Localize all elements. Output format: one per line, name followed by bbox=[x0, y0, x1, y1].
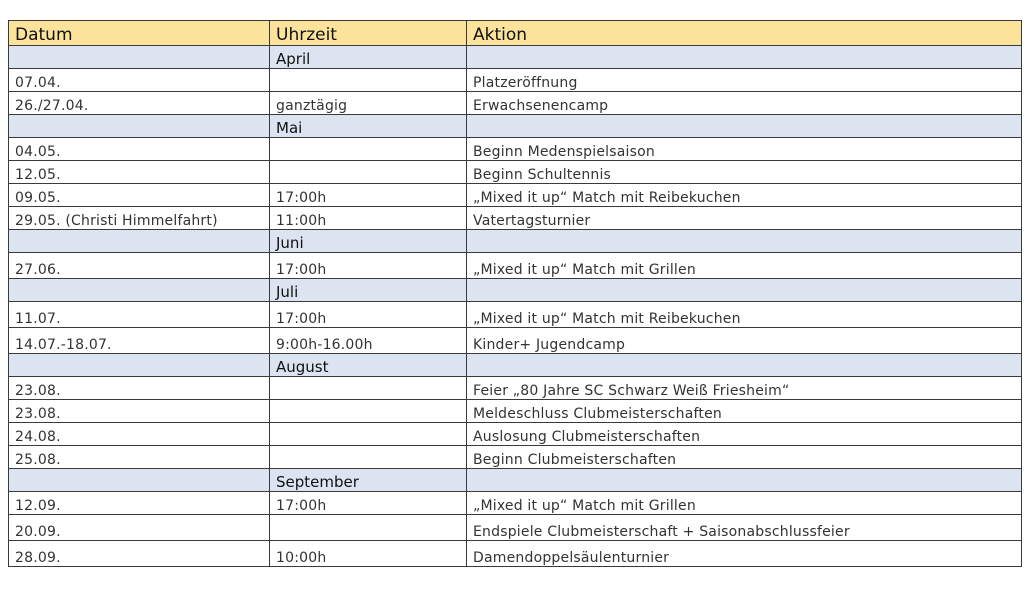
schedule-table bbox=[8, 20, 1022, 567]
uhrzeit-cell: 11:00h bbox=[270, 207, 467, 230]
datum-cell: 29.05. (Christi Himmelfahrt) bbox=[9, 207, 270, 230]
uhrzeit-cell bbox=[270, 446, 467, 469]
aktion-cell: Vatertagsturnier bbox=[467, 207, 1022, 230]
table-row bbox=[9, 69, 1022, 92]
uhrzeit-cell: ganztägig bbox=[270, 92, 467, 115]
aktion-cell: „Mixed it up“ Match mit Grillen bbox=[467, 253, 1022, 279]
aktion-cell: „Mixed it up“ Match mit Reibekuchen bbox=[467, 302, 1022, 328]
month-empty-cell bbox=[9, 46, 270, 69]
aktion-cell: Damendoppelsäulenturnier bbox=[467, 541, 1022, 567]
month-row-august bbox=[9, 354, 1022, 377]
datum-cell: 28.09. bbox=[9, 541, 270, 567]
aktion-cell: Kinder+ Jugendcamp bbox=[467, 328, 1022, 354]
datum-cell: 20.09. bbox=[9, 515, 270, 541]
table-row bbox=[9, 400, 1022, 423]
table-row bbox=[9, 446, 1022, 469]
table-row bbox=[9, 328, 1022, 354]
month-row-april bbox=[9, 46, 1022, 69]
datum-cell: 09.05. bbox=[9, 184, 270, 207]
aktion-cell: Auslosung Clubmeisterschaften bbox=[467, 423, 1022, 446]
table-row bbox=[9, 492, 1022, 515]
uhrzeit-cell bbox=[270, 400, 467, 423]
month-label: September bbox=[270, 469, 467, 492]
uhrzeit-cell bbox=[270, 515, 467, 541]
aktion-cell: Meldeschluss Clubmeisterschaften bbox=[467, 400, 1022, 423]
table-row bbox=[9, 207, 1022, 230]
table-row bbox=[9, 161, 1022, 184]
month-empty-cell bbox=[467, 230, 1022, 253]
month-label: Juli bbox=[270, 279, 467, 302]
datum-cell: 14.07.-18.07. bbox=[9, 328, 270, 354]
month-empty-cell bbox=[467, 279, 1022, 302]
table-row bbox=[9, 541, 1022, 567]
datum-cell: 04.05. bbox=[9, 138, 270, 161]
header-row bbox=[9, 21, 1022, 46]
month-empty-cell bbox=[467, 115, 1022, 138]
table-row bbox=[9, 377, 1022, 400]
datum-cell: 23.08. bbox=[9, 377, 270, 400]
table-row bbox=[9, 423, 1022, 446]
uhrzeit-cell bbox=[270, 423, 467, 446]
datum-cell: 12.05. bbox=[9, 161, 270, 184]
uhrzeit-cell: 17:00h bbox=[270, 492, 467, 515]
table-row bbox=[9, 184, 1022, 207]
aktion-cell: Beginn Schultennis bbox=[467, 161, 1022, 184]
datum-cell: 12.09. bbox=[9, 492, 270, 515]
month-empty-cell bbox=[9, 230, 270, 253]
aktion-cell: Platzeröffnung bbox=[467, 69, 1022, 92]
table-row bbox=[9, 302, 1022, 328]
header-uhrzeit: Uhrzeit bbox=[270, 21, 467, 46]
uhrzeit-cell: 10:00h bbox=[270, 541, 467, 567]
month-empty-cell bbox=[467, 469, 1022, 492]
datum-cell: 24.08. bbox=[9, 423, 270, 446]
month-empty-cell bbox=[467, 46, 1022, 69]
month-row-mai bbox=[9, 115, 1022, 138]
uhrzeit-cell: 17:00h bbox=[270, 302, 467, 328]
aktion-cell: „Mixed it up“ Match mit Reibekuchen bbox=[467, 184, 1022, 207]
month-empty-cell bbox=[9, 115, 270, 138]
month-label: August bbox=[270, 354, 467, 377]
header-datum: Datum bbox=[9, 21, 270, 46]
uhrzeit-cell: 9:00h-16.00h bbox=[270, 328, 467, 354]
datum-cell: 23.08. bbox=[9, 400, 270, 423]
aktion-cell: Beginn Clubmeisterschaften bbox=[467, 446, 1022, 469]
uhrzeit-cell: 17:00h bbox=[270, 184, 467, 207]
datum-cell: 11.07. bbox=[9, 302, 270, 328]
aktion-cell: Feier „80 Jahre SC Schwarz Weiß Friesheim“ bbox=[467, 377, 1022, 400]
aktion-cell: Erwachsenencamp bbox=[467, 92, 1022, 115]
schedule-table-container bbox=[8, 20, 1021, 567]
uhrzeit-cell: 17:00h bbox=[270, 253, 467, 279]
table-row bbox=[9, 138, 1022, 161]
uhrzeit-cell bbox=[270, 69, 467, 92]
month-row-september bbox=[9, 469, 1022, 492]
month-row-juli bbox=[9, 279, 1022, 302]
table-row bbox=[9, 253, 1022, 279]
datum-cell: 25.08. bbox=[9, 446, 270, 469]
month-empty-cell bbox=[9, 279, 270, 302]
aktion-cell: „Mixed it up“ Match mit Grillen bbox=[467, 492, 1022, 515]
month-empty-cell bbox=[467, 354, 1022, 377]
uhrzeit-cell bbox=[270, 377, 467, 400]
header-aktion: Aktion bbox=[467, 21, 1022, 46]
uhrzeit-cell bbox=[270, 161, 467, 184]
table-row bbox=[9, 92, 1022, 115]
aktion-cell: Endspiele Clubmeisterschaft + Saisonabschlussfeier bbox=[467, 515, 1022, 541]
datum-cell: 27.06. bbox=[9, 253, 270, 279]
datum-cell: 26./27.04. bbox=[9, 92, 270, 115]
month-empty-cell bbox=[9, 469, 270, 492]
month-label: Juni bbox=[270, 230, 467, 253]
month-empty-cell bbox=[9, 354, 270, 377]
datum-cell: 07.04. bbox=[9, 69, 270, 92]
uhrzeit-cell bbox=[270, 138, 467, 161]
month-row-juni bbox=[9, 230, 1022, 253]
month-label: April bbox=[270, 46, 467, 69]
aktion-cell: Beginn Medenspielsaison bbox=[467, 138, 1022, 161]
month-label: Mai bbox=[270, 115, 467, 138]
table-row bbox=[9, 515, 1022, 541]
